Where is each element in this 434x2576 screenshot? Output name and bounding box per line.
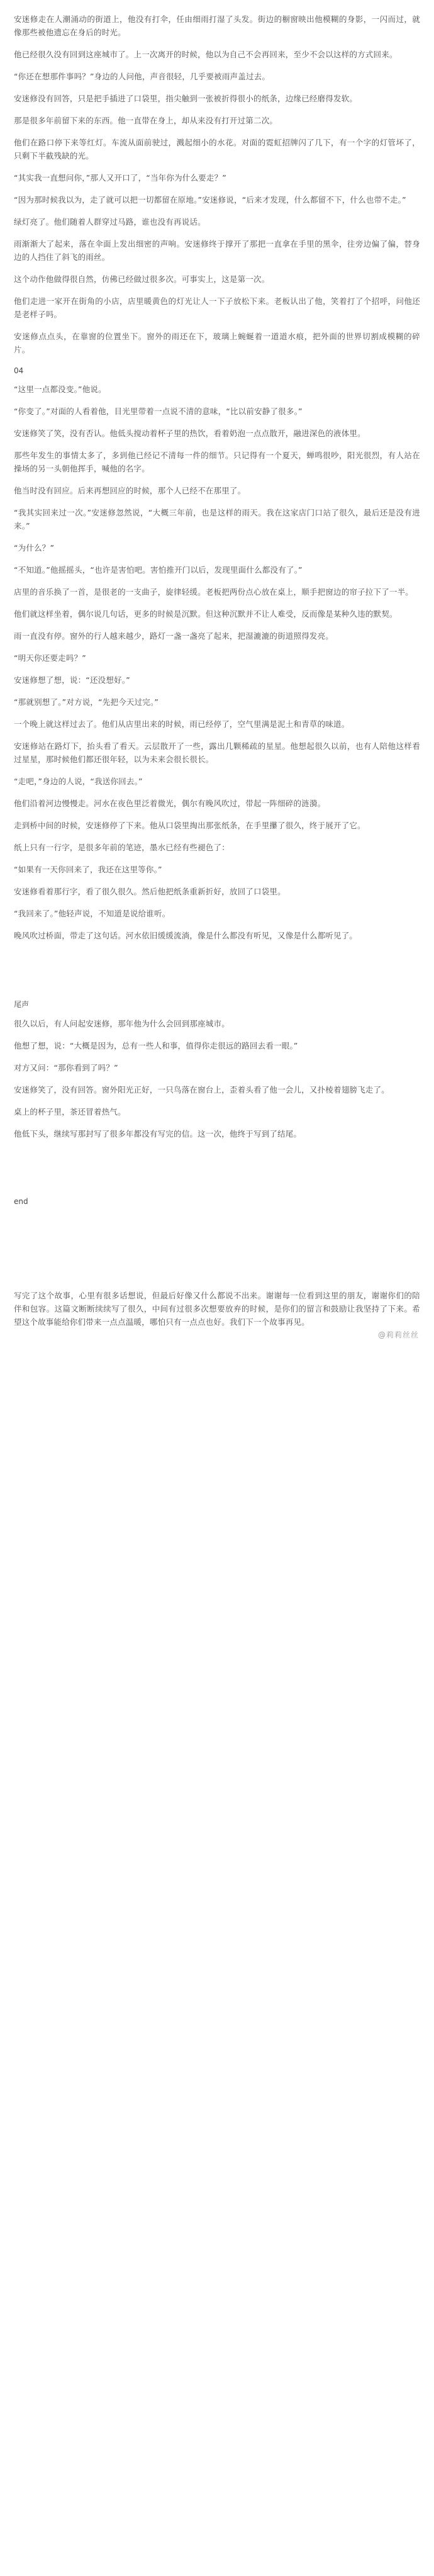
paragraph: 他低下头，继续写那封写了很多年都没有写完的信。这一次，他终于写到了结尾。 [14,1129,302,1139]
paragraph: 很久以后，有人问起安迷修，那年他为什么会回到那座城市。 [14,1019,230,1028]
spacer [14,1149,420,1187]
paragraph: 雨一直没有停。窗外的行人越来越少，路灯一盏一盏亮了起来，把湿漉漉的街道照得发亮。 [14,631,334,641]
paragraph: 安迷修看着那行字，看了很久很久。然后他把纸条重新折好，放回了口袋里。 [14,887,286,896]
paragraph: 那些年发生的事情太多了，多到他已经记不清每一件的细节。只记得有一个夏天，蝉鸣很吵，阳光很烈，有人站在操场的另一头朝他挥手，喊他的名字。 [14,451,420,473]
paragraph: 晚风吹过桥面，带走了这句话。河水依旧缓缓流淌，像是什么都没有听见，又像是什么都听见了。 [14,931,358,940]
paragraph: 他们沿着河边慢慢走。河水在夜色里泛着微光，偶尔有晚风吹过，带起一阵细碎的涟漪。 [14,799,326,808]
section-marker-04: 04 [14,366,24,375]
spacer [14,951,420,989]
paragraph: 纸上只有一行字，是很多年前的笔迹，墨水已经有些褪色了： [14,843,230,852]
paragraph: 店里的音乐换了一首，是很老的一支曲子，旋律轻缓。老板把两份点心放在桌上，顺手把窗边的帘子拉下了一半。 [14,587,414,597]
paragraph: 绿灯亮了。他们随着人群穿过马路，谁也没有再说话。 [14,217,206,227]
section-marker-epilogue: 尾声 [14,1000,30,1009]
paragraph: “其实我一直想问你，”那人又开口了，“当年你为什么要走？” [14,173,226,183]
paragraph: 对方又问：“那你看到了吗？” [14,1063,118,1072]
paragraph: 安迷修没有回答，只是把手插进了口袋里，指尖触到一张被折得很小的纸条，边缘已经磨得发软。 [14,94,358,103]
paragraph: 他想了想，说：“大概是因为，总有一些人和事，值得你走很远的路回去看一眼。” [14,1041,298,1050]
paragraph: 桌上的杯子里，茶还冒着热气。 [14,1107,126,1116]
paragraph: 他们走进一家开在街角的小店，店里暖黄色的灯光让人一下子放松下来。老板认出了他，笑着打了个招呼，问他还是老样子吗。 [14,296,420,319]
paragraph: “走吧，”身边的人说，“我送你回去。” [14,777,143,786]
paragraph: 这个动作他做得很自然，仿佛已经做过很多次。可事实上，这是第一次。 [14,274,270,284]
paragraph: “那就别想了。”对方说，“先把今天过完。” [14,697,159,707]
paragraph: 安迷修想了想，说：“还没想好。” [14,675,130,685]
paragraph: “不知道。”他摇摇头，“也许是害怕吧。害怕推开门以后，发现里面什么都没有了。” [14,565,303,575]
watermark: @莉莉丝丝 [377,1330,419,1339]
paragraph: “明天你还要走吗？” [14,653,86,663]
paragraph: 他们在路口停下来等红灯。车流从面前驶过，溅起细小的水花。对面的霓虹招牌闪了几下，有一个字的灯管坏了，只剩下半截残缺的光。 [14,138,420,160]
paragraph: 雨渐渐大了起来，落在伞面上发出细密的声响。安迷修终于撑开了那把一直拿在手里的黑伞，往旁边偏了偏，替身边的人挡住了斜飞的雨丝。 [14,239,420,262]
afterword-paragraph: 写完了这个故事，心里有很多话想说，但最后好像又什么都说不出来。谢谢每一位看到这里的朋友，谢谢你们的陪伴和包容。这篇文断断续续写了很久，中间有过很多次想要放弃的时候，是你们的留言和鼓励让我坚持了下来。希望这个故事能给你们带来一点点温暖，哪怕只有一点点也好。我们下一个故事再见。 [14,1291,420,1327]
paragraph: 走到桥中间的时候，安迷修停了下来。他从口袋里掏出那张纸条，在手里攥了很久，终于展开了它。 [14,821,365,830]
paragraph: 安迷修笑了笑，没有否认。他低头搅动着杯子里的热饮，看着奶泡一点点散开，融进深色的液体里。 [14,429,365,438]
paragraph: “这里一点都没变。”他说。 [14,385,106,394]
paragraph: “因为那时候我以为，走了就可以把一切都留在原地。”安迷修说，“后来才发现，什么都留不下，什么也带不走。” [14,195,406,205]
paragraph: 那是很多年前留下来的东西。他一直带在身上，却从来没有打开过第二次。 [14,116,278,125]
paragraph: 一个晚上就这样过去了。他们从店里出来的时候，雨已经停了，空气里满是泥土和青草的味道。 [14,719,350,729]
section-marker-end: end [14,1197,28,1206]
paragraph: “你变了。”对面的人看着他，目光里带着一点说不清的意味，“比以前安静了很多。” [14,407,303,416]
paragraph: 安迷修点点头，在靠窗的位置坐下。窗外的雨还在下，玻璃上蜿蜒着一道道水痕，把外面的世界切割成模糊的碎片。 [14,332,420,354]
paragraph: 安迷修笑了，没有回答。窗外阳光正好，一只鸟落在窗台上，歪着头看了他一会儿，又扑棱着翅膀飞走了。 [14,1085,389,1094]
paragraph: 他当时没有回应。后来再想回应的时候，那个人已经不在那里了。 [14,486,246,495]
spacer [14,1213,420,1289]
paragraph: 安迷修走在人潮涌动的街道上，他没有打伞，任由细雨打湿了头发。街边的橱窗映出他模糊的身影，一闪而过，就像那些被他遗忘在身后的时光。 [14,14,420,37]
paragraph: “你还在想那件事吗？”身边的人问他，声音很轻，几乎要被雨声盖过去。 [14,72,270,81]
paragraph: “如果有一天你回来了，我还在这里等你。” [14,865,162,874]
paragraph: 他已经很久没有回到这座城市了。上一次离开的时候，他以为自己不会再回来，至少不会以这样的方式回来。 [14,50,398,59]
paragraph: 安迷修站在路灯下，抬头看了看天。云层散开了一些，露出几颗稀疏的星星。他想起很久以前，也有人陪他这样看过星星，那时候他们都还很年轻，以为未来会很长很长。 [14,741,420,764]
paragraph: “我回来了。”他轻声说，不知道是说给谁听。 [14,909,170,918]
paragraph: “为什么？” [14,543,55,553]
paragraph: “我其实回来过一次。”安迷修忽然说，“大概三年前，也是这样的雨天。我在这家店门口站了很久，最后还是没有进来。” [14,508,420,531]
paragraph: 他们就这样坐着，偶尔说几句话，更多的时候是沉默。但这种沉默并不让人难受，反而像是某种久违的默契。 [14,609,398,619]
